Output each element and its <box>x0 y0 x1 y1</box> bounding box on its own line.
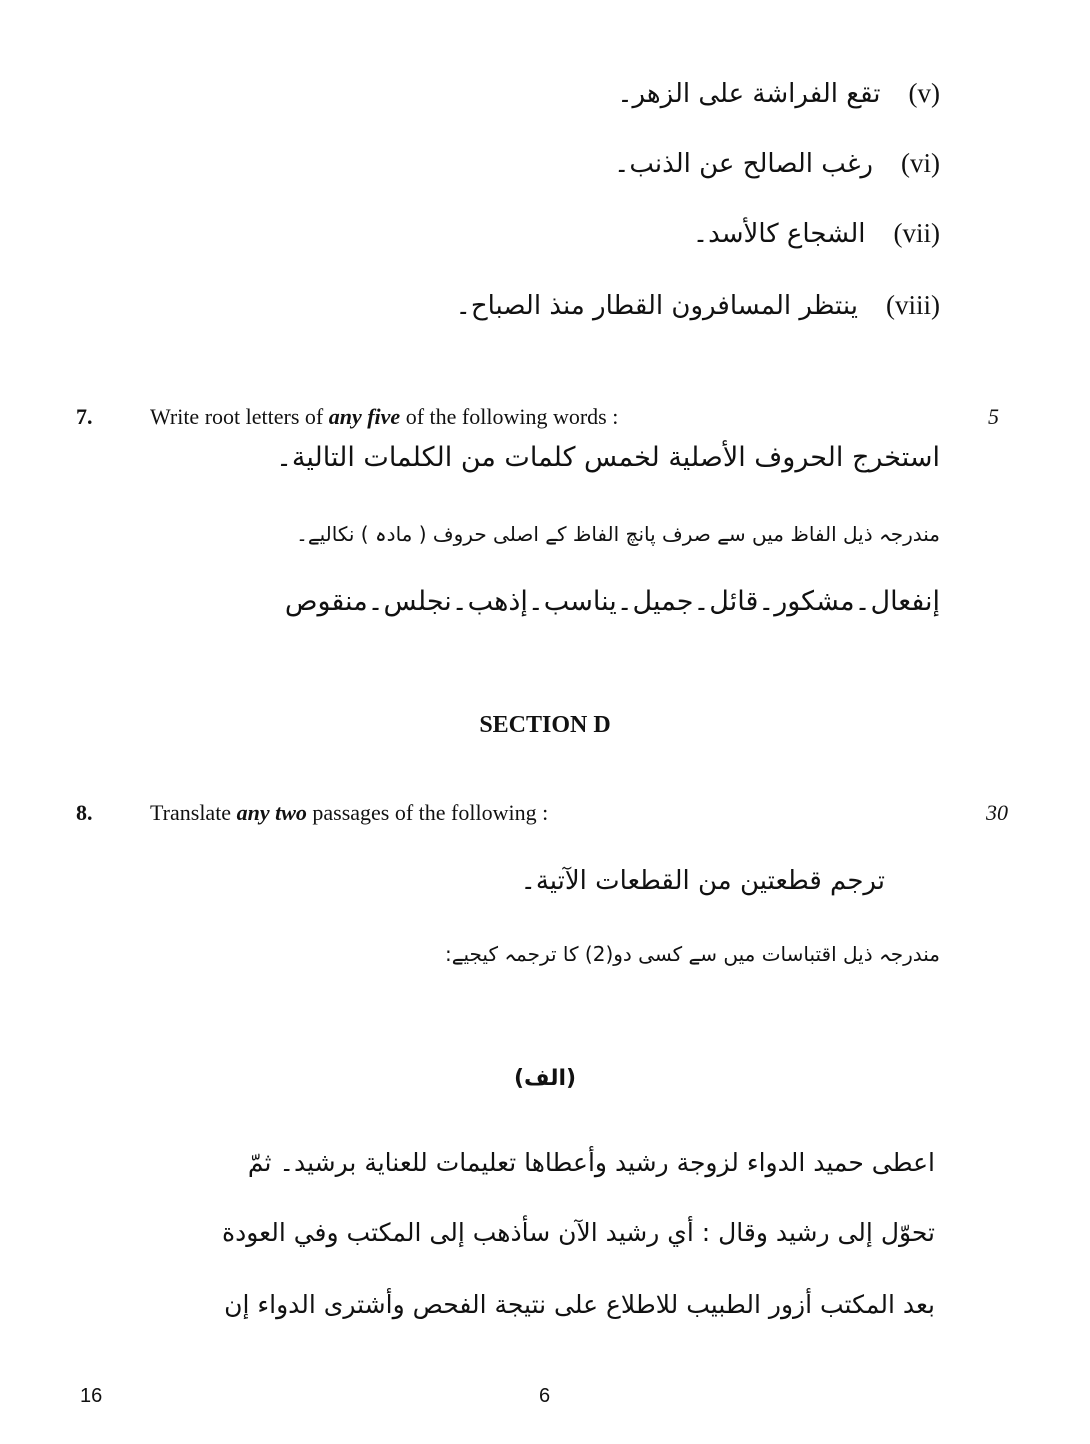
item-text: الشجاع كالأسد۔ <box>692 219 866 249</box>
question-7-word-list: إنفعال۔مشكور۔قائل۔جميل۔يناسب۔إذهب۔نجلس۔منقوص <box>284 586 940 617</box>
prompt-emphasis: any two <box>236 800 307 825</box>
item-number: (v) <box>908 78 940 108</box>
item-viii <box>456 290 940 321</box>
question-7-number: 7. <box>76 404 93 429</box>
passage-line-1: اعطى حميد الدواء لزوجة رشيد وأعطاها تعليمات للعناية برشيد۔ ثمّ <box>247 1148 935 1177</box>
page-number: 6 <box>539 1385 551 1407</box>
question-7-marks: 5 <box>988 404 999 429</box>
question-7-urdu-instruction: مندرجہ ذیل الفاظ میں سے صرف پانچ الفاظ کے اصلی حروف ( مادہ ) نکالیے۔ <box>296 522 940 546</box>
item-vii <box>693 218 940 249</box>
prompt-text: Translate <box>150 800 237 825</box>
question-8-marks: 30 <box>986 800 1008 825</box>
passage-line-2: تحوّل إلى رشيد وقال : أي رشيد الآن سأذهب إلى المكتب وفي العودة <box>222 1218 935 1247</box>
question-8-arabic-instruction: ترجم قطعتين من القطعات الآتية۔ <box>520 866 885 896</box>
passage-line-3: بعد المكتب أزور الطبيب للاطلاع على نتيجة الفحص وأشترى الدواء إن <box>224 1290 935 1319</box>
item-vi <box>614 148 940 179</box>
passage-label: (الف) <box>513 1066 577 1091</box>
item-text: رغب الصالح عن الذنب۔ <box>614 149 873 179</box>
question-7-prompt <box>150 404 618 430</box>
question-8-number: 8. <box>76 800 93 825</box>
item-number: (vi) <box>900 148 940 178</box>
item-number: (viii) <box>885 290 940 320</box>
prompt-text: passages of the following : <box>306 800 549 825</box>
prompt-text: Write root letters of <box>150 404 329 429</box>
paper-code: 16 <box>80 1385 103 1407</box>
item-number: (vii) <box>893 218 940 248</box>
question-8-prompt <box>150 800 548 826</box>
prompt-emphasis: any five <box>328 404 401 429</box>
prompt-text: of the following words : <box>400 404 619 429</box>
question-7-arabic-instruction: استخرج الحروف الأصلية لخمس كلمات من الكلمات التالية۔ <box>276 442 940 473</box>
item-text: ينتظر المسافرون القطار منذ الصباح۔ <box>455 291 858 321</box>
question-8-urdu-instruction: مندرجہ ذیل اقتباسات میں سے کسی دو(2) کا ترجمہ کیجیے: <box>445 942 940 966</box>
item-text: تقع الفراشة على الزهر۔ <box>617 79 881 109</box>
item-v <box>617 78 940 109</box>
section-heading: SECTION D <box>479 712 611 738</box>
